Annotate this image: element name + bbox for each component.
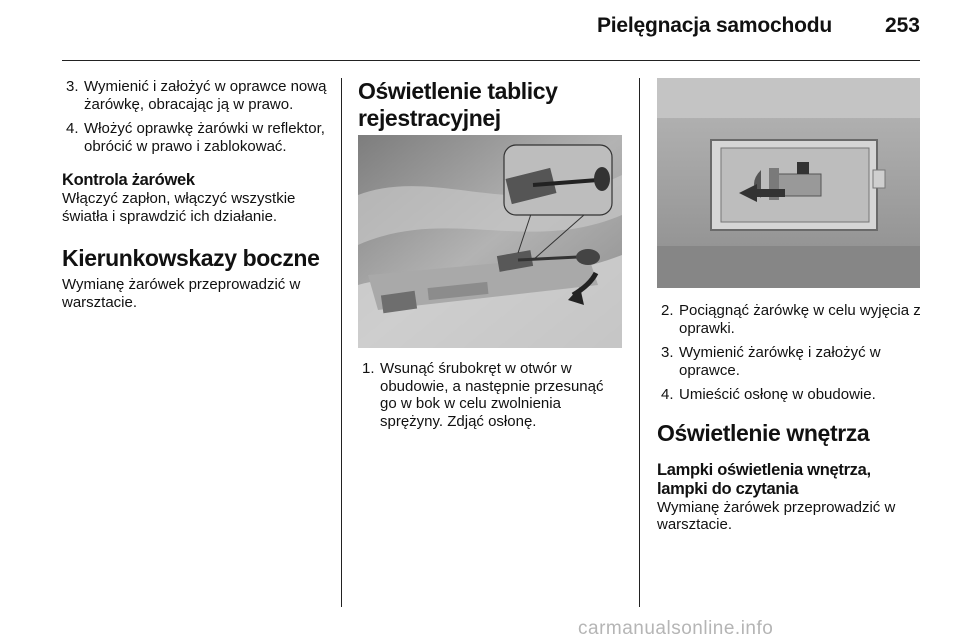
page-number: 253	[884, 14, 920, 37]
section-heading-side-indicators: Kierunkowskazy boczne	[62, 245, 320, 271]
step-number: 4.	[66, 120, 79, 137]
step-number: 3.	[661, 344, 674, 361]
column-right	[657, 302, 923, 534]
page-header-title: Pielęgnacja samochodu	[596, 14, 832, 37]
step-list	[657, 302, 923, 404]
column-middle	[358, 78, 624, 132]
section-body-bulb-check: Włączyć zapłon, włączyć wszystkie światła i sprawdzić ich działanie.	[62, 190, 296, 225]
list-item	[62, 78, 330, 113]
list-item	[358, 360, 624, 430]
column-middle-steps	[358, 360, 624, 437]
figure-screwdriver-cover	[358, 135, 622, 348]
column-divider-left	[341, 78, 342, 607]
step-number: 4.	[661, 386, 674, 403]
header-rule	[62, 60, 920, 61]
step-text: Włożyć oprawkę żarówki w reflektor, obrócić w prawo i zablokować.	[84, 120, 325, 155]
section-body-interior-lighting: Wymianę żarówek przeprowadzić w warsztacie.	[657, 498, 896, 533]
step-text: Umieścić osłonę w obudowie.	[679, 386, 876, 403]
step-number: 2.	[661, 302, 674, 319]
list-item	[657, 344, 923, 379]
section-heading-bulb-check: Kontrola żarówek	[62, 171, 195, 189]
figure-bulb-removal	[657, 78, 920, 288]
list-item	[62, 120, 330, 155]
watermark: carmanualsonline.info	[578, 618, 774, 639]
step-list	[62, 78, 330, 155]
step-text: Wymienić i założyć w oprawce nową żarówkę, obracając ją w prawo.	[84, 78, 327, 113]
step-text: Wymienić żarówkę i założyć w oprawce.	[679, 344, 881, 379]
section-heading-license-plate-light: Oświetlenie tablicy rejestracyjnej	[358, 78, 558, 131]
section-subheading-reading-lamps: Lampki oświetlenia wnętrza, lampki do czytania	[657, 460, 871, 498]
step-text: Wsunąć śrubokręt w otwór w obudowie, a następnie przesunąć go w bok w celu zwolnienia sprężyny. Zdjąć osłonę.	[380, 360, 604, 430]
step-list	[358, 360, 624, 430]
section-body-side-indicators: Wymianę żarówek przeprowadzić w warsztacie.	[62, 276, 301, 311]
list-item	[657, 386, 923, 404]
column-left	[62, 78, 330, 311]
section-heading-interior-lighting: Oświetlenie wnętrza	[657, 419, 870, 446]
column-divider-right	[639, 78, 640, 607]
step-text: Pociągnąć żarówkę w celu wyjęcia z oprawki.	[679, 302, 921, 337]
step-number: 3.	[66, 78, 79, 95]
step-number: 1.	[362, 360, 375, 377]
list-item	[657, 302, 923, 337]
